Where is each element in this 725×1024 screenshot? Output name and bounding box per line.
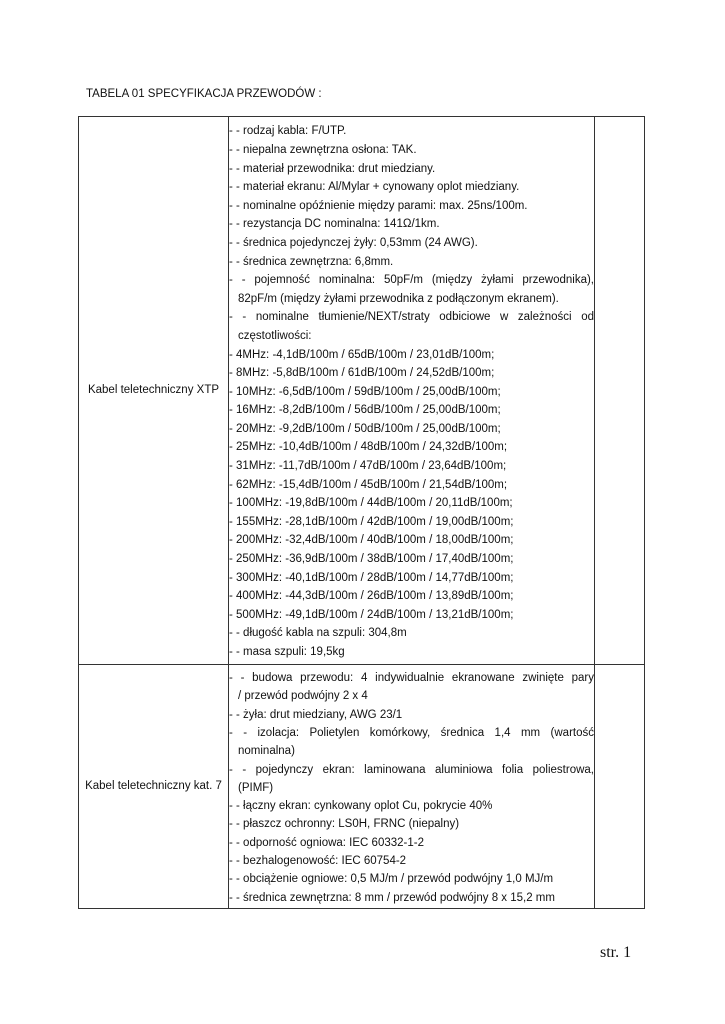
cable-spec-cell — [229, 665, 595, 909]
cable-spec-table — [78, 116, 645, 909]
spec-line: - - izolacja: Polietylen komórkowy, średnica 1,4 mm (wartość — [229, 726, 594, 739]
cable-name-cell: Kabel teletechniczny XTP — [79, 117, 229, 665]
spec-line: - - nominalne opóźnienie między parami: max. 25ns/100m. — [229, 199, 528, 212]
spec-line: - - łączny ekran: cynkowany oplot Cu, pokrycie 40% — [229, 800, 493, 813]
spec-line: (PIMF) — [238, 781, 274, 794]
spec-line: - - bezhalogenowość: IEC 60754-2 — [229, 855, 407, 868]
spec-line: - - masa szpuli: 19,5kg — [229, 646, 345, 659]
empty-cell — [595, 665, 645, 909]
spec-line: - 62MHz: -15,4dB/100m / 45dB/100m / 21,54dB/100m; — [229, 478, 508, 491]
spec-line: - - budowa przewodu: 4 indywidualnie ekranowane zwinięte pary — [229, 672, 594, 685]
spec-line: - - rodzaj kabla: F/UTP. — [229, 125, 347, 138]
page-number: str. 1 — [600, 944, 632, 961]
empty-cell — [595, 117, 645, 665]
cable-name-cell: Kabel teletechniczny kat. 7 — [79, 665, 229, 909]
spec-line: - - średnica pojedynczej żyły: 0,53mm (24 AWG). — [229, 236, 478, 249]
spec-line: - 10MHz: -6,5dB/100m / 59dB/100m / 25,00dB/100m; — [229, 385, 501, 398]
spec-line: - 400MHz: -44,3dB/100m / 26dB/100m / 13,89dB/100m; — [229, 590, 514, 603]
spec-line: - - pojedynczy ekran: laminowana aluminiowa folia poliestrowa, — [229, 763, 594, 776]
spec-line: - 155MHz: -28,1dB/100m / 42dB/100m / 19,00dB/100m; — [229, 515, 514, 528]
spec-line: - 200MHz: -32,4dB/100m / 40dB/100m / 18,00dB/100m; — [229, 534, 514, 547]
spec-line: - 300MHz: -40,1dB/100m / 28dB/100m / 14,77dB/100m; — [229, 571, 514, 584]
spec-line: - 8MHz: -5,8dB/100m / 61dB/100m / 24,52dB/100m; — [229, 367, 495, 380]
spec-line: - 16MHz: -8,2dB/100m / 56dB/100m / 25,00dB/100m; — [229, 404, 501, 417]
spec-line: - - materiał przewodnika: drut miedziany. — [229, 162, 436, 175]
spec-line: - 250MHz: -36,9dB/100m / 38dB/100m / 17,40dB/100m; — [229, 553, 514, 566]
table-title: TABELA 01 SPECYFIKACJA PRZEWODÓW : — [86, 88, 322, 100]
spec-line: 82pF/m (między żyłami przewodnika z podłączonym ekranem). — [238, 292, 559, 305]
cable-spec-cell — [229, 117, 595, 665]
spec-line: - - średnica zewnętrzna: 6,8mm. — [229, 255, 394, 268]
spec-line: - - średnica zewnętrzna: 8 mm / przewód podwójny 8 x 15,2 mm — [229, 891, 555, 904]
spec-line: - - długość kabla na szpuli: 304,8m — [229, 627, 407, 640]
spec-line: / przewód podwójny 2 x 4 — [238, 690, 368, 703]
spec-line: - - nominalne tłumienie/NEXT/straty odbiciowe w zależności od — [229, 311, 594, 324]
table-row — [79, 117, 645, 665]
spec-line: - - odporność ogniowa: IEC 60332-1-2 — [229, 836, 424, 849]
spec-line: częstotliwości: — [238, 329, 312, 342]
spec-line: - 25MHz: -10,4dB/100m / 48dB/100m / 24,32dB/100m; — [229, 441, 508, 454]
table-row — [79, 665, 645, 909]
spec-line: - 4MHz: -4,1dB/100m / 65dB/100m / 23,01dB/100m; — [229, 348, 495, 361]
spec-line: - 20MHz: -9,2dB/100m / 50dB/100m / 25,00dB/100m; — [229, 422, 501, 435]
spec-line: - - niepalna zewnętrzna osłona: TAK. — [229, 143, 417, 156]
spec-line: - - pojemność nominalna: 50pF/m (między żyłami przewodnika), — [229, 274, 594, 287]
spec-line: - - płaszcz ochronny: LS0H, FRNC (niepalny) — [229, 818, 460, 831]
spec-line: - - materiał ekranu: Al/Mylar + cynowany oplot miedziany. — [229, 181, 520, 194]
spec-line: - - obciążenie ogniowe: 0,5 MJ/m / przewód podwójny 1,0 MJ/m — [229, 873, 554, 886]
spec-line: nominalna) — [238, 745, 295, 758]
spec-line: - 100MHz: -19,8dB/100m / 44dB/100m / 20,11dB/100m; — [229, 497, 513, 510]
spec-line: - 31MHz: -11,7dB/100m / 47dB/100m / 23,64dB/100m; — [229, 460, 507, 473]
spec-line: - 500MHz: -49,1dB/100m / 24dB/100m / 13,21dB/100m; — [229, 608, 514, 621]
spec-line: - - rezystancja DC nominalna: 141Ω/1km. — [229, 218, 440, 231]
spec-line: - - żyła: drut miedziany, AWG 23/1 — [229, 708, 403, 721]
